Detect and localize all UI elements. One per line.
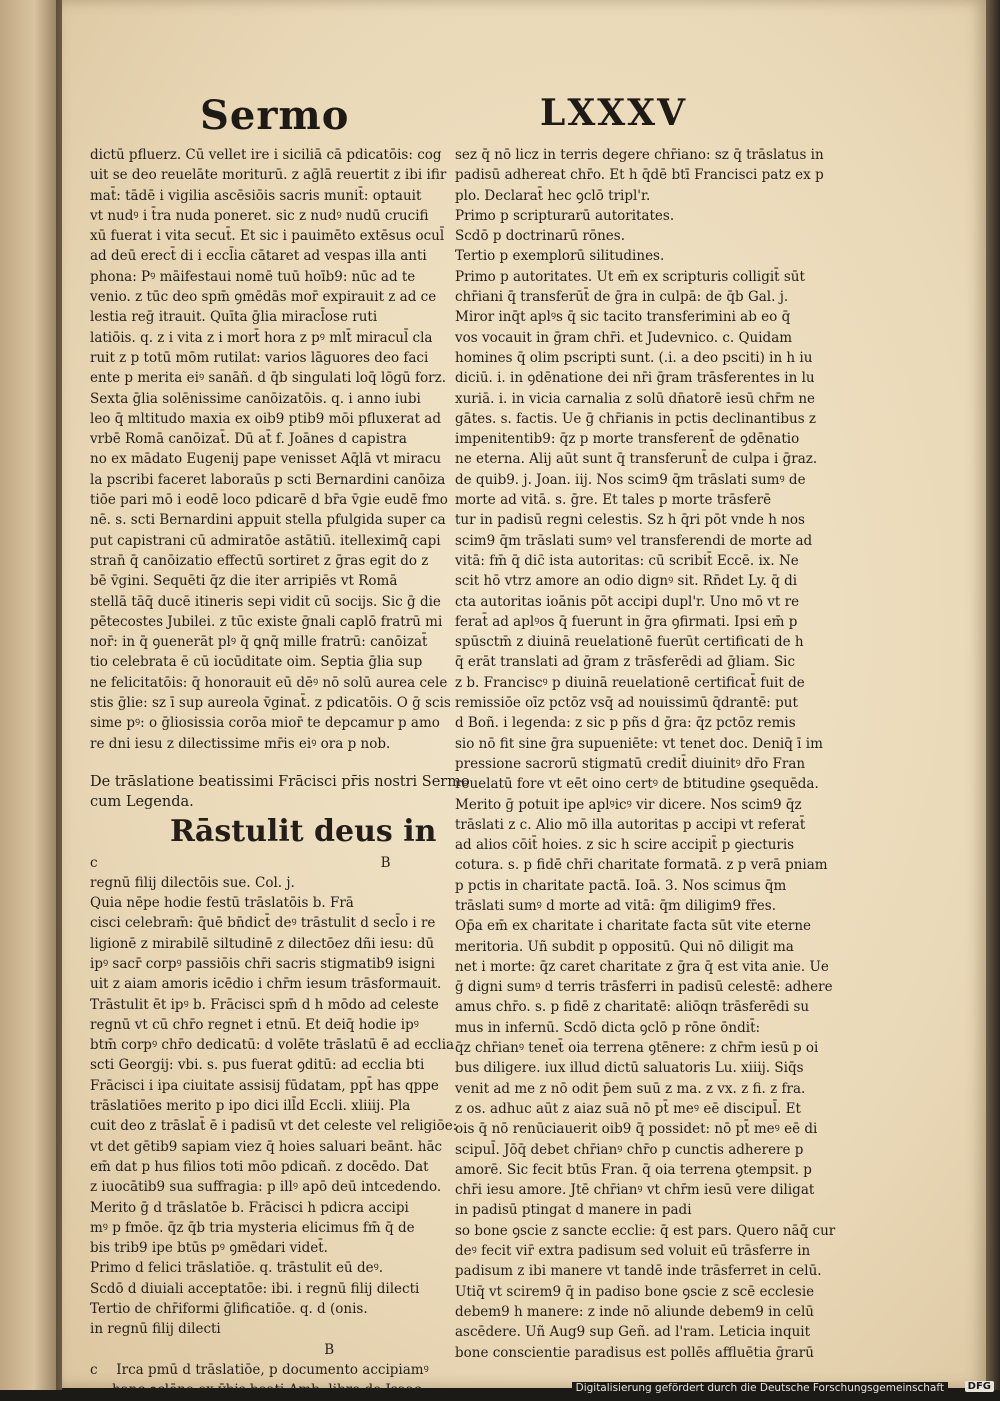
running-head-number: LXXXV (540, 92, 688, 134)
text-line: impenitentib9: q̄z p morte transferent̄ de ꝯdēnatio (455, 431, 800, 448)
text-line: xū fuerat i vita secut̄. Et sic i pauimēto extēsus ocul̄ (90, 228, 445, 245)
text-line: dictū pfluerz. Cū vellet ire i siciliā cā pdicatōis: cog (90, 147, 442, 163)
text-line: vt nudꝰ i t̄ra nuda poneret. sic z nudꝰ nudū crucifi (90, 207, 429, 224)
text-line: trāslatiōes merito p ipo dici ill̄d Eccli. xliiij. Pla (90, 1098, 411, 1115)
text-line: nē. s. scti Bernardini appuit stella pfulgida super ca (90, 512, 446, 529)
text-line: Trāstulit ēt ipꝰ b. Frācisci spm̄ d h mōdo ad celeste (90, 996, 439, 1013)
text-line: padisum z ibi manere vt tandē inde trāsferret in celū. (455, 1263, 822, 1280)
text-line: put capistrani cū admiratōe astātiū. itelleximq̄ capi (90, 532, 441, 549)
text-line: vitā: fm̄ q̄ dic̄ ista autoritas: cū scribit̄ Eccē. ix. Ne (455, 552, 799, 569)
footer-credit: Digitalisierung gefördert durch die Deutsche Forschungsgemeinschaft (572, 1382, 948, 1394)
left-column-text-2 (90, 873, 458, 1259)
text-line: ruit z p totū mōm rutilat: varios lāguores deo faci (90, 349, 429, 366)
text-line: regnū filij dilectōis sue. Col. j. (90, 874, 295, 891)
closing-text-1: Irca pmū d trāslatiōe, p documento accipiamꝰ (116, 1361, 429, 1378)
text-line: z os. adhuc aūt z aiaz suā nō pt̄ meꝰ eē discipul̄. Et (455, 1100, 801, 1117)
text-line: deꝰ fecit vir̄ extra padisum sed voluit eū trāsferre in (455, 1243, 811, 1260)
text-line: uit se deo reuelāte moriturū. z aḡlā reuertit z ibi ifir (90, 167, 447, 184)
text-line: amus chr̄o. s. p fidē z charitatē: aliōqn trāsferēdi su (455, 999, 810, 1016)
book-edge-right (986, 0, 1000, 1390)
text-line: ente p merita eiꝰ sanāñ. d q̄b singulati loq̄ lōgū forz. (90, 370, 447, 387)
text-line: Tertio p exemplorū silitudines. (455, 248, 665, 265)
text-line: btm̄ corpꝰ chr̄o dedicatū: d volēte trāslatū ē ad ecclia (90, 1037, 455, 1054)
text-line: uit z aiam amoris icēdio i chr̄m iesum trāsformauit. (90, 976, 442, 993)
text-line: nor̄: in q̄ ꝯuenerāt plꝰ q̄ ꝗnq̄ mille fratrū: canōizat̄ (90, 634, 428, 651)
spacer (90, 754, 435, 772)
text-line: cotura. s. p fidē chr̄i charitate formatā. z p verā pniam (455, 857, 828, 874)
text-line: cisci celebram̄: q̄uē bn̄dict̄ deꝰ trāstulit d secl̄o i re (90, 915, 436, 932)
text-line: Op̄a em̄ ex charitate i charitate facta sūt vite eterne (455, 918, 812, 935)
text-line: so bone ꝯscie z sancte ecclie: q̄ est pars. Quero nāq̄ cur (455, 1222, 836, 1239)
left-column (90, 145, 470, 1401)
text-line: ipꝰ sacr̄ corpꝰ passiōis chr̄i sacris stigmatib9 isigni (90, 955, 435, 972)
text-line: leo q̄ mltitudo maxia ex oib9 ptib9 mōi pfluxerat ad (90, 410, 441, 427)
text-line: stis ḡlie: sz ī sup aureola v̄ginat̄. z pdicatōis. O ḡ scis (90, 695, 451, 712)
text-line: ne felicitatōis: q̄ honorauit eū dēꝰ nō solū aurea cele (90, 674, 448, 691)
text-line: meritoria. Uñ subdit p oppositū. Qui nō diligit ma (455, 938, 794, 955)
closing-line-1 (90, 1360, 435, 1380)
text-line: amorē. Sic fecit btūs Fran. q̄ oia terrena ꝯtempsit. p (455, 1161, 812, 1178)
text-line: cuit deo z trāslat̄ ē i padisū vt det celeste vel religiōe: (90, 1118, 458, 1135)
text-line: ad alios cōit̄ hoies. z sic h scire accipit̄ p ꝯiecturis (455, 837, 795, 854)
text-line: Quia nēpe hodie festū trāslatōis b. Frā (90, 895, 354, 912)
text-line: ḡ digni sumꝰ d terris trāsferri in padisū celestē: adhere (455, 979, 833, 996)
text-line: remissiōe oīz pctōz vsq̄ ad nouissimū q̄drantē: put (455, 695, 798, 712)
text-line: Sexta ḡlia solēnissime canōizatōis. q. i anno iubi (90, 390, 421, 407)
marker-c: c (90, 1361, 98, 1378)
text-line: z b. Franciscꝰ p diuinā reuelationē certificat̄ fuit de (455, 674, 805, 691)
section-heading-cont: cum Legenda. (90, 794, 194, 811)
text-line: Utiq̄ vt scirem9 q̄ in padiso bone ꝯscie z scē ecclesie (455, 1283, 815, 1300)
margin-markers-2 (90, 1340, 435, 1360)
text-line: diciū. i. in ꝯdēnatione dei nr̄i ḡram trāsferentes in lu (455, 370, 815, 387)
text-line: scti Georgij: vbi. s. pus fuerat ꝯditū: ad ecclia bti (90, 1057, 425, 1074)
text-line: tur in padisū regni celestis. Sz h q̄ri pōt vnde h nos (455, 512, 805, 529)
division-lines (90, 1258, 435, 1339)
division-line: Primo d felici trāslatiōe. q. trāstulit eū deꝰ. (90, 1260, 384, 1277)
text-line: tio celebrata ē cū iocūditate oim. Septia ḡlia sup (90, 654, 423, 671)
text-line: sez q̄ nō licz in terris degere chr̄iano: sz q̄ trāslatus in (455, 147, 824, 163)
text-line: ascēdere. Uñ Aug9 sup Geñ. ad l'ram. Leticia inquit (455, 1324, 811, 1341)
text-line: homines q̄ olim pscripti sunt. (.i. a deo psciti) in h iu (455, 349, 813, 366)
text-line: xuriā. i. in vicia carnalia z solū dn̄atorē iesū chr̄m ne (455, 390, 815, 407)
text-line: tiōe pari mō i eodē loco pdicarē d br̄a v̄gie eudē fmo (90, 492, 448, 509)
text-line: trāslati sumꝰ d morte ad vitā: q̄m diligim9 fr̄es. (455, 897, 777, 914)
text-line: Primo p autoritates. Ut em̄ ex scripturis colligit̄ sūt (455, 268, 805, 285)
preceding-page-edge (0, 0, 62, 1390)
text-line: Scdō p doctrinarū rōnes. (455, 228, 625, 245)
text-line: ne eterna. Alij aūt sunt q̄ transferunt̄ de culpa i ḡraz. (455, 451, 818, 468)
text-line: phona: Pꝰ māifestaui nomē tuū hoīb9: nūc ad te (90, 268, 416, 285)
right-column-text (455, 145, 836, 1363)
text-line: regnū vt cū chr̄o regnet i etnū. Et deiq̄ hodie ipꝰ (90, 1016, 419, 1033)
text-line: sio nō fit sine ḡra supueniēte: vt tenet doc. Deniq̄ ī im (455, 735, 823, 752)
text-line: d Boñ. i legenda: z sic p pñs d ḡra: q̄z pctōz remis (455, 715, 796, 732)
text-line: Merito ḡ d trāslatōe b. Frācisci h pdicra accipi (90, 1199, 409, 1216)
text-line: cta autoritas ioānis pōt accipi dupl'r. Uno mō vt re (455, 593, 800, 610)
text-line: spūsctm̄ z diuinā reuelationē fuerūt certificati de h (455, 634, 804, 651)
text-line: debem9 h manere: z inde nō aliunde debem9 in celū (455, 1303, 815, 1320)
text-line: plo. Declarat̄ hec ꝯclō tripl'r. (455, 187, 651, 204)
incipit-heading: Rāstulit deus in (170, 813, 437, 849)
text-line: p pctis in charitate pactā. Ioā. 3. Nos scimus q̄m (455, 877, 787, 894)
text-line: pressione sacrorū stigmatū credit̄ diuinitꝰ dr̄o Fran (455, 755, 806, 772)
text-line: reuelatū fore vt eēt oino certꝰ de btitudine ꝯsequēda. (455, 776, 819, 793)
text-line: latiōis. q. z i vita z i mort̄ hora z pꝰ mlt̄ miracul̄ cla (90, 329, 433, 346)
text-line: Merito ḡ potuit ipe aplꝰicꝰ vir dicere. Nos scim9 q̄z (455, 796, 802, 813)
text-line: Primo p scripturarū autoritates. (455, 207, 675, 224)
text-line: z iuocātib9 sua suffragia: p illꝰ apō deū intcedendo. (90, 1179, 442, 1196)
text-line: bē v̄gini. Sequēti q̄z die iter arripiēs vt Romā (90, 573, 398, 590)
text-line: de quib9. j. Joan. iij. Nos scim9 q̄m trāslati sumꝰ de (455, 471, 806, 488)
text-line: ad deū erect̄ di i eccl̄ia cātaret ad vespas illa anti (90, 248, 427, 265)
division-line: in regnū filij dilecti (90, 1321, 221, 1338)
text-line: mus in infernū. Scdō dicta ꝯclō p rōne ōndit̄: (455, 1019, 761, 1036)
text-line: morte ad vitā. s. ḡre. Et tales p morte trāsferē (455, 492, 772, 509)
text-line: bus diligere. iux illud dictū saluatoris Lu. xiiij. Siq̄s (455, 1060, 804, 1077)
text-line: scipul̄. Jōq̄ debet chr̄ianꝰ chr̄o p cunctis adherere p (455, 1141, 804, 1158)
margin-markers-1 (90, 853, 435, 873)
text-line: la pscribi faceret laboraūs p scti Bernardini canōiza (90, 471, 446, 488)
text-line: Miror inq̄t aplꝰs q̄ sic tacito transferimini ab eo q̄ (455, 309, 791, 326)
marker-b: B (380, 854, 391, 871)
text-line: lestia reḡ itrauit. Quīta ḡlia miracl̄ose ruti (90, 309, 378, 326)
text-line: re dni iesu z dilectissime mr̄is eiꝰ ora p nob. (90, 735, 391, 752)
running-head-title: Sermo (200, 92, 350, 139)
text-line: vrbē Romā canōizat̄. Dū at̄ f. Joānes d capistra (90, 431, 407, 448)
text-line: ligionē z mirabilē siltudinē z dilectōez dñi iesu: dū (90, 935, 435, 952)
text-line: mat̄: tādē i vigilia ascēsiōis sacris munit̄: optauit (90, 187, 422, 204)
text-line: gātes. s. factis. Ue ḡ chr̄ianis in pctis declinantibus z (455, 410, 817, 427)
text-line: net i morte: q̄z caret charitate z ḡra q̄ est vita anie. Ue (455, 958, 829, 975)
text-line: bone conscientie paradisus est pollēs affluētia ḡrarū (455, 1344, 814, 1361)
text-line: pētecostes Jubilei. z tūc existe ḡnali caplō fratrū mi (90, 613, 443, 630)
text-line: venit ad me z nō odit p̄em suū z ma. z vx. z fi. z fra. (455, 1080, 806, 1097)
text-line: ferat̄ ad aplꝰos q̄ fuerunt in ḡra ꝯfirmati. Ipsi em̄ p (455, 613, 798, 630)
text-line: trāslati z c. Alio mō illa autoritas p accipi vt referat̄ (455, 816, 806, 833)
left-column-text (90, 145, 451, 754)
text-line: vos vocauit in ḡram chr̄i. et Judevnico. c. Quidam (455, 329, 793, 346)
text-line: stran̄ q̄ canōizatio effectū sortiret z ḡras egit do z (90, 552, 429, 569)
section-heading: De trāslatione beatissimi Frācisci pr̄is nostri Sermo (90, 773, 470, 790)
division-line: Scdō d diuiali acceptatōe: ibi. i regnū filij dilecti (90, 1280, 420, 1297)
text-line: chr̄i iesu amore. Jtē chr̄ianꝰ vt chr̄m iesū vere diligat (455, 1182, 815, 1199)
text-line: venio. z tūc deo spm̄ ꝯmēdās mor̄ expirauit z ad ce (90, 289, 437, 306)
text-line: ois q̄ nō renūciauerit oib9 q̄ possidet: nō pt̄ meꝰ eē di (455, 1121, 818, 1138)
text-line: chr̄iani q̄ transferūt̄ de ḡra in culpā: de q̄b Gal. j. (455, 289, 789, 306)
text-line: scim9 q̄m trāslati sumꝰ vel transferendi de morte ad (455, 532, 813, 549)
text-line: scit hō vtrz amore an odio dignꝰ sit. Rn̄det Ly. q̄ di (455, 573, 798, 590)
text-line: stellā tāq̄ ducē itineris sepi vidit cū socijs. Sic ḡ die (90, 593, 441, 610)
right-column (455, 145, 836, 1363)
text-line: em̄ dat p hus filios toti mōo pdicañ. z docēdo. Dat (90, 1158, 429, 1175)
text-line: vt det gētib9 sapiam viez q̄ hoies saluari beānt. hāc (90, 1138, 443, 1155)
marker-b: B (324, 1341, 335, 1358)
marker-c: c (90, 854, 98, 871)
text-line: bis trib9 ipe btūs pꝰ ꝯmēdari videt̄. (90, 1240, 328, 1257)
text-line: q̄ erāt translati ad ḡram z trāsferēdi ad ḡliam. Sic (455, 654, 796, 671)
text-line: in padisū ptingat d manere in padi (455, 1202, 692, 1219)
text-line: sime pꝰ: o ḡliosissia corōa mior̄ te depcamur p amo (90, 715, 440, 732)
division-line: Tertio de chr̄iformi ḡlificatiōe. q. d (onis. (90, 1301, 368, 1318)
text-line: padisū adhereat chr̄o. Et h q̄dē btī Francisci patz ex p (455, 167, 824, 184)
text-line: q̄z chr̄ianꝰ tenet̄ oia terrena ꝯtēnere: z chr̄m iesū p oi (455, 1040, 819, 1057)
dfg-logo: DFG (965, 1381, 994, 1392)
text-line: no ex mādato Eugenij pape venisset Aq̄lā vt miracu (90, 451, 442, 468)
text-line: Frācisci i ipa ciuitate assisij fūdatam, ppt̄ has qppe (90, 1077, 439, 1094)
text-line: mꝰ p fmōe. q̄z q̄b tria mysteria elicimus fm̄ q̄ de (90, 1219, 415, 1236)
